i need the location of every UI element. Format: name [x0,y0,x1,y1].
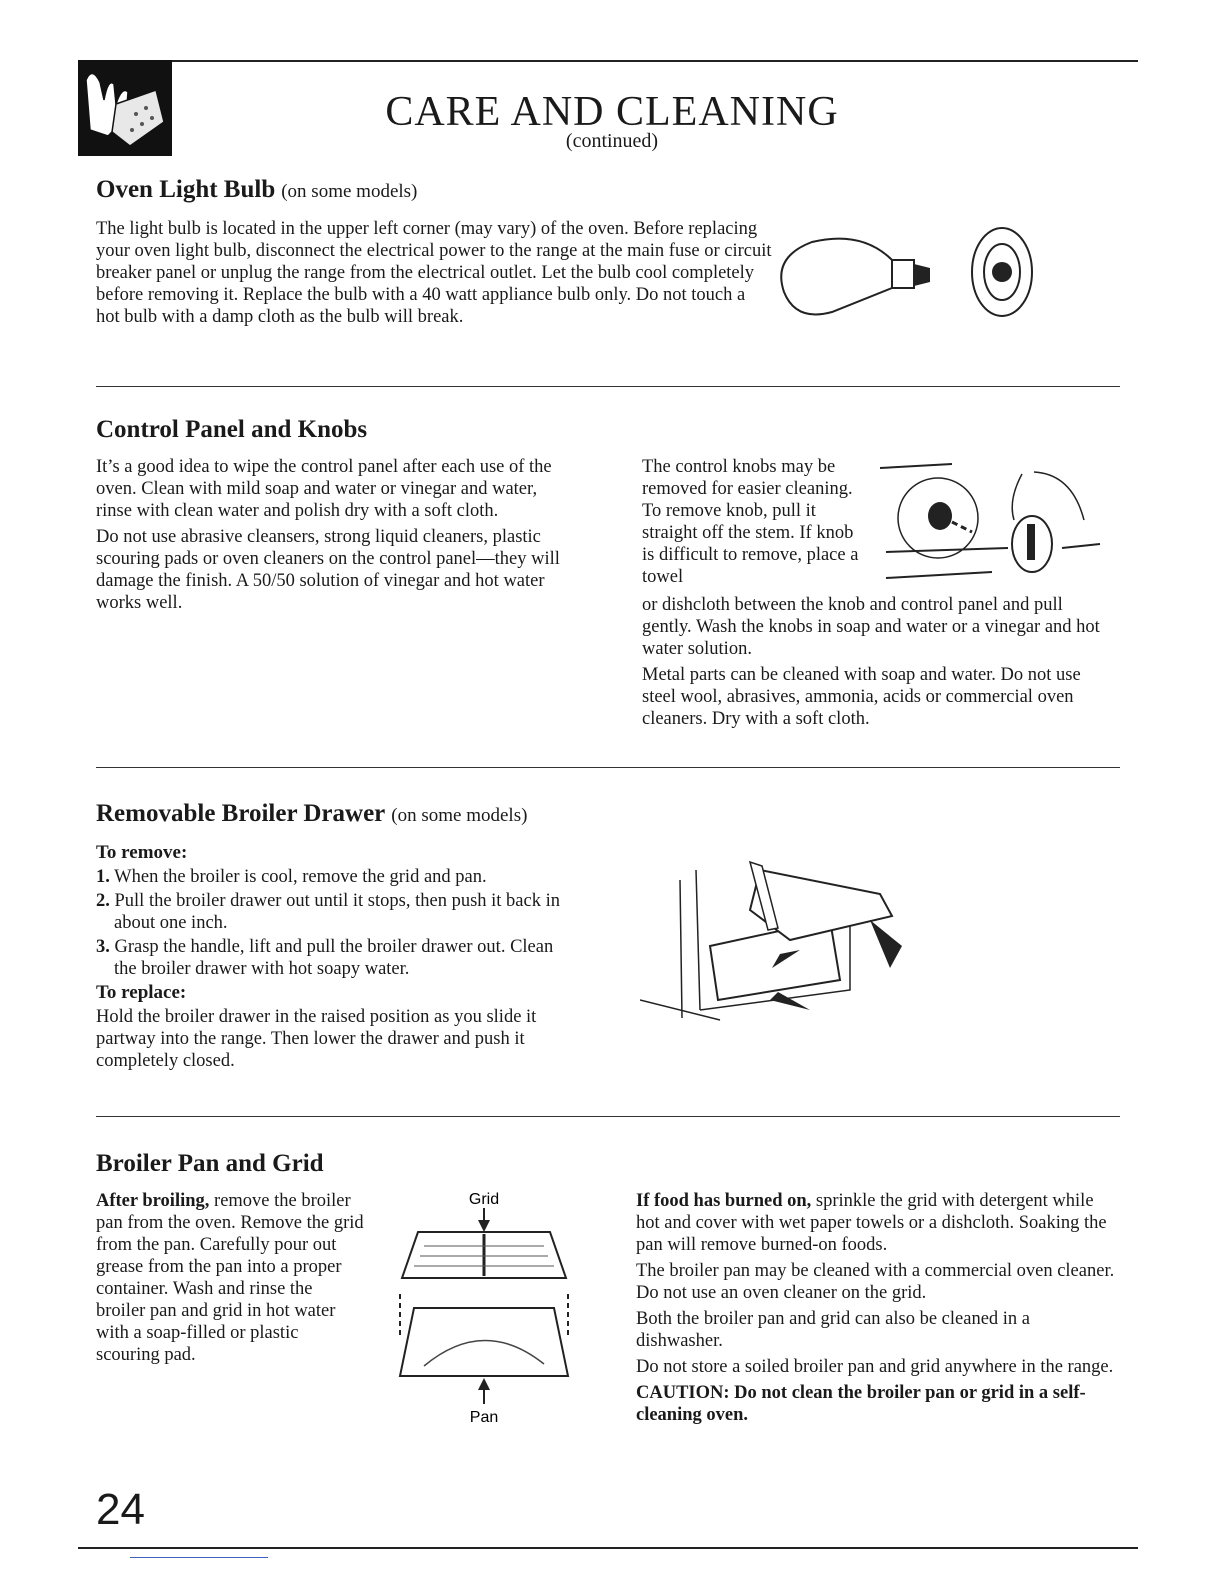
broiler-pan-heading: Broiler Pan and Grid [96,1150,324,1177]
remove-steps [96,866,578,980]
top-rule [78,60,1138,62]
light-bulb-illustration [772,212,1072,332]
to-replace-label: To replace: [96,982,187,1003]
control-panel-left-text: It’s a good idea to wipe the control panel after each use of the oven. Clean with mild soap and water or vinegar and water, rinse with clean water and polish dry with a soft cloth. Do not use abrasive cleansers, strong liquid cleaners, plastic scouring pads or oven cleaners on the control panel—they will damage the finish. A 50/50 solution of vinegar and hot water works well. [96,457,560,613]
page-subtitle: (continued) [565,130,659,152]
list-item: 2. Pull the broiler drawer out until it stops, then push it back in about one inch. [96,891,560,933]
pan-label: Pan [469,1409,499,1426]
control-panel-heading: Control Panel and Knobs [96,416,368,443]
control-panel-right-bottom: or dishcloth between the knob and control panel and pull gently. Wash the knobs in soap and water or a vinegar and hot water solution. Metal parts can be cleaned with soap and water. Do not use steel wool, abrasives, ammonia, acids or commercial oven cleaners. Dry with a soft cloth. [642,595,1100,729]
broiler-pan-left-text: After broiling, remove the broiler pan from the oven. Remove the grid from the pan. Carefully pour out grease from the pan into a proper container. Wash and rinse the broiler pan and grid in hot water with a soap-filled or plastic scouring pad. [96,1191,364,1365]
to-remove-label: To remove: [96,842,188,863]
grid-label: Grid [468,1191,500,1208]
oven-light-heading: Oven Light Bulb (on some models) [96,176,418,203]
bottom-rule [78,1547,1138,1549]
knob-removal-illustration [872,460,1104,590]
footer-link-line [130,1557,268,1558]
broiler-drawer-heading: Removable Broiler Drawer (on some models) [96,800,528,827]
broiler-drawer-text: To remove: 1. When the broiler is cool, remove the grid and pan. 2. Pull the broiler drawer out until it stops, then push it back in about one inch. 3. Grasp the handle, lift and pull the broiler drawer out. Clean the broiler drawer with hot soapy water. To replace: Hold the broiler drawer in the raised position as you slide it partway into the range. Then lower the drawer and push it completely closed. [96,840,578,1076]
list-item: 3. Grasp the handle, lift and pull the broiler drawer out. Clean the broiler drawer with hot soapy water. [96,937,554,979]
control-panel-right-top: The control knobs may be removed for easier cleaning. To remove knob, pull it straight off the stem. If knob is difficult to remove, place a towel [642,457,859,587]
oven-light-text: The light bulb is located in the upper left corner (may vary) of the oven. Before replacing your oven light bulb, disconnect the electrical power to the range at the main fuse or circuit breaker panel or unplug the range from the electrical outlet. Let the bulb cool completely before removing it. Replace the bulb with a 40 watt appliance bulb only. Do not touch a hot bulb with a damp cloth as the bulb will break. [96,219,772,327]
page-title: CARE AND CLEANING [385,89,839,135]
broiler-drawer-illustration [640,850,910,1030]
caution-note: CAUTION: Do not clean the broiler pan or grid in a self-cleaning oven. [636,1383,1086,1425]
page-number: 24 [96,1485,145,1534]
list-item: 1. When the broiler is cool, remove the grid and pan. [96,867,487,887]
divider [96,767,1120,768]
broiler-pan-right-text: If food has burned on, sprinkle the grid with detergent while hot and cover with wet paper towels or a dishcloth. Soaking the pan will remove burned-on foods. The broiler pan may be cleaned with a commercial oven cleaner. Do not use an oven cleaner on the grid. Both the broiler pan and grid can also be cleaned in a dishwasher. Do not store a soiled broiler pan and grid anywhere in the range. CAUTION: Do not clean the broiler pan or grid in a self-cleaning oven. [636,1190,1120,1430]
broiler-pan-illustration [384,1186,584,1426]
divider [96,386,1120,387]
divider [96,1116,1120,1117]
